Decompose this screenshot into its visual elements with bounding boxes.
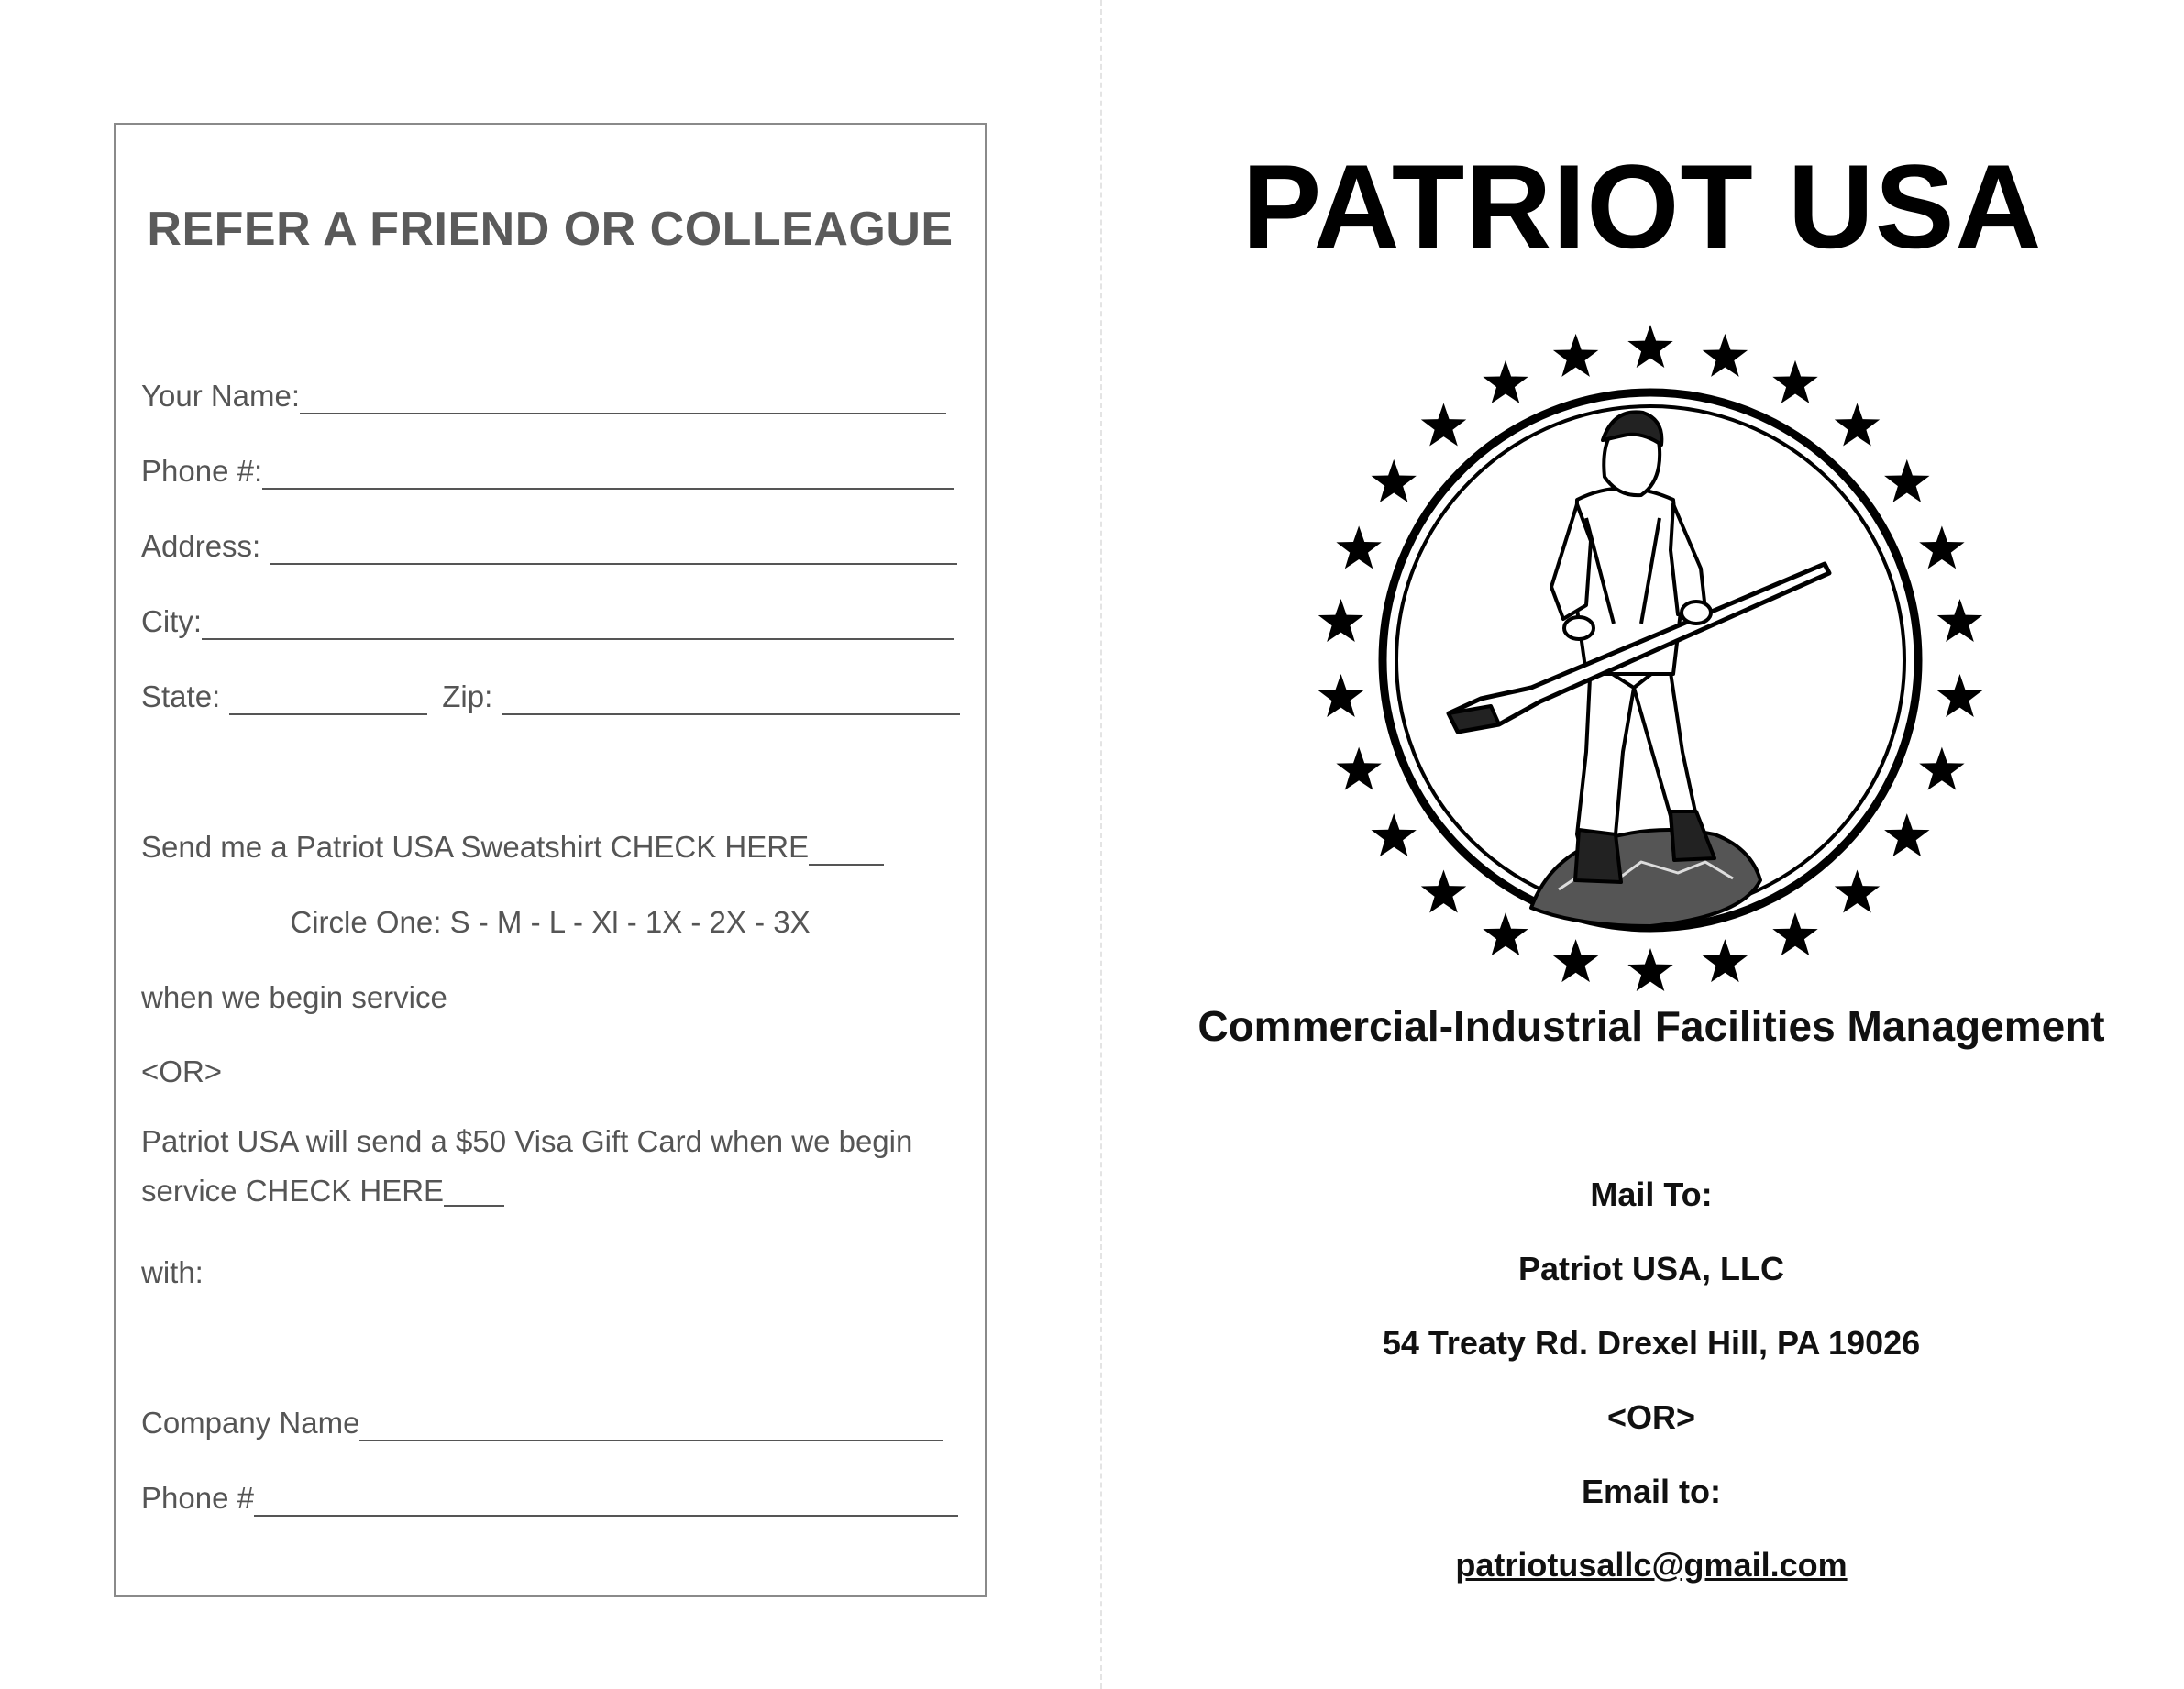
phone-label: Phone #: xyxy=(141,454,263,488)
gift-card-line2: service CHECK HERE xyxy=(141,1174,445,1208)
your-name-blank[interactable] xyxy=(300,385,946,414)
company-name-field[interactable] xyxy=(141,1405,943,1441)
star-icon xyxy=(1919,525,1964,569)
brand-tagline: Commercial-Industrial Facilities Management xyxy=(1197,1002,2105,1050)
star-icon xyxy=(1884,459,1929,502)
gift-card-check-blank[interactable] xyxy=(444,1177,504,1207)
star-icon xyxy=(1703,334,1748,377)
star-icon xyxy=(1318,599,1363,642)
email-to-label: Email to: xyxy=(1581,1473,1721,1510)
state-label: State: xyxy=(141,679,221,713)
company-phone-blank[interactable] xyxy=(254,1487,958,1517)
sweatshirt-check-blank[interactable] xyxy=(809,836,884,866)
minuteman-seal-icon xyxy=(1311,321,1990,999)
address-field[interactable] xyxy=(141,528,957,565)
city-label: City: xyxy=(141,604,202,638)
sweatshirt-text: Send me a Patriot USA Sweatshirt CHECK HERE xyxy=(141,830,810,864)
size-options[interactable]: Circle One: S - M - L - Xl - 1X - 2X - 3X xyxy=(290,905,811,939)
company-phone-field[interactable] xyxy=(141,1480,958,1517)
your-name-label: Your Name: xyxy=(141,379,301,413)
star-icon xyxy=(1421,870,1466,913)
star-icon xyxy=(1372,459,1417,502)
minuteman-figure xyxy=(1449,412,1829,926)
phone-field[interactable] xyxy=(141,453,954,490)
gift-card-line2-row[interactable] xyxy=(141,1166,966,1216)
city-blank[interactable] xyxy=(202,611,954,640)
address-label: Address: xyxy=(141,529,261,563)
contact-or-separator: <OR> xyxy=(1606,1398,1696,1436)
address-blank[interactable] xyxy=(270,535,957,565)
star-icon xyxy=(1627,325,1672,368)
state-zip-field[interactable] xyxy=(141,679,960,715)
star-icon xyxy=(1772,360,1817,403)
star-icon xyxy=(1336,747,1381,790)
star-icon xyxy=(1884,813,1929,856)
company-name-blank[interactable] xyxy=(359,1412,943,1441)
brand-title: PATRIOT USA xyxy=(1241,139,2043,273)
zip-blank[interactable] xyxy=(502,686,960,715)
phone-blank[interactable] xyxy=(262,460,954,490)
company-name: Patriot USA, LLC xyxy=(1517,1250,1784,1287)
star-icon xyxy=(1553,939,1598,982)
mailing-address: 54 Treaty Rd. Drexel Hill, PA 19026 xyxy=(1382,1324,1921,1362)
mail-to-label: Mail To: xyxy=(1590,1176,1713,1213)
star-icon xyxy=(1553,334,1598,377)
referral-card xyxy=(114,123,987,1597)
star-icon xyxy=(1483,360,1528,403)
zip-label: Zip: xyxy=(442,679,493,713)
your-name-field[interactable] xyxy=(141,378,946,414)
star-icon xyxy=(1919,747,1964,790)
gift-card-option[interactable] xyxy=(141,1117,966,1216)
email-link[interactable]: patriotusallc@gmail.com xyxy=(1455,1546,1848,1584)
company-phone-label: Phone # xyxy=(141,1481,254,1515)
city-field[interactable] xyxy=(141,603,954,640)
star-icon xyxy=(1937,674,1982,717)
sweatshirt-option[interactable] xyxy=(141,829,884,866)
star-icon xyxy=(1421,403,1466,447)
star-icon xyxy=(1703,939,1748,982)
state-blank[interactable] xyxy=(229,686,427,715)
card-title: REFER A FRIEND OR COLLEAGUE xyxy=(147,203,954,256)
with-text: with: xyxy=(141,1255,204,1289)
star-icon xyxy=(1372,813,1417,856)
star-icon xyxy=(1835,403,1880,447)
or-separator: <OR> xyxy=(141,1054,223,1088)
gift-card-line1: Patriot USA will send a $50 Visa Gift Card when we begin xyxy=(141,1124,913,1158)
star-icon xyxy=(1318,674,1363,717)
star-icon xyxy=(1483,912,1528,955)
begin-service-text: when we begin service xyxy=(141,980,447,1014)
star-icon xyxy=(1627,948,1672,991)
star-icon xyxy=(1937,599,1982,642)
star-icon xyxy=(1835,870,1880,913)
company-name-label: Company Name xyxy=(141,1406,360,1440)
star-icon xyxy=(1772,912,1817,955)
star-icon xyxy=(1336,525,1381,569)
